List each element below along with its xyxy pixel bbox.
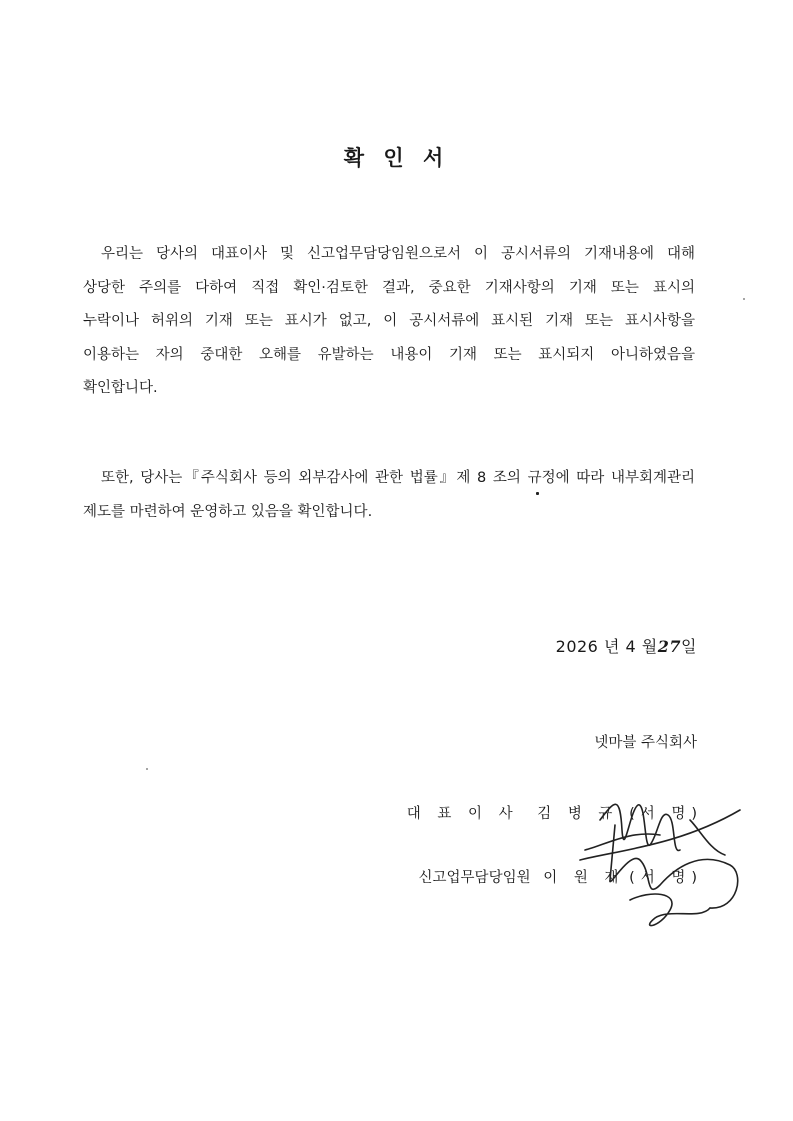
signatory-name: 김 병 규 bbox=[537, 806, 619, 822]
document-title: 확 인 서 bbox=[343, 146, 450, 170]
date-day-handwritten: 27 bbox=[657, 637, 682, 656]
paragraph-line: 또한, 당사는『주식회사 등의 외부감사에 관한 법률』제 8 조의 규정에 따라 내부회계관리 bbox=[101, 470, 695, 486]
signatory-position: 신고업무담당임원 bbox=[418, 870, 531, 886]
paragraph-line: 이용하는 자의 중대한 오해를 유발하는 내용이 기재 또는 표시되지 아니하였음을 bbox=[83, 346, 695, 363]
paragraph-internal-control bbox=[83, 462, 695, 529]
handwritten-signature bbox=[560, 790, 750, 940]
signatory-position: 대 표 이 사 bbox=[406, 806, 519, 822]
paragraph-line: 확인합니다. bbox=[83, 380, 158, 397]
paragraph-line: 우리는 당사의 대표이사 및 신고업무담당임원으로서 이 공시서류의 기재내용에 대해 bbox=[101, 246, 695, 262]
date-year-unit: 년 bbox=[603, 637, 620, 656]
date-month-unit: 월 bbox=[641, 637, 658, 656]
signatory-seal-label: (서 명) bbox=[629, 870, 703, 886]
signatory-name: 이 원 재 bbox=[543, 870, 625, 886]
paragraph-line: 누락이나 허위의 기재 또는 표시가 없고, 이 공시서류에 표시된 기재 또는 표시사항을 bbox=[83, 313, 695, 330]
paragraph-line: 상당한 주의를 다하여 직접 확인·검토한 결과, 중요한 기재사항의 기재 또는 표시의 bbox=[83, 279, 695, 296]
scan-speck bbox=[536, 492, 539, 495]
date-day-unit: 일 bbox=[681, 637, 697, 656]
paragraph-confirmation bbox=[83, 238, 695, 406]
paragraph-line: 제도를 마련하여 운영하고 있음을 확인합니다. bbox=[83, 503, 373, 520]
date-month: 4 bbox=[625, 637, 637, 656]
date-year: 2026 bbox=[555, 637, 599, 656]
scan-speck bbox=[743, 298, 745, 300]
scan-speck bbox=[146, 768, 148, 770]
document-date bbox=[556, 634, 697, 657]
signatory-seal-label: (서 명) bbox=[629, 806, 703, 822]
company-name: 넷마블 주식회사 bbox=[594, 735, 697, 751]
